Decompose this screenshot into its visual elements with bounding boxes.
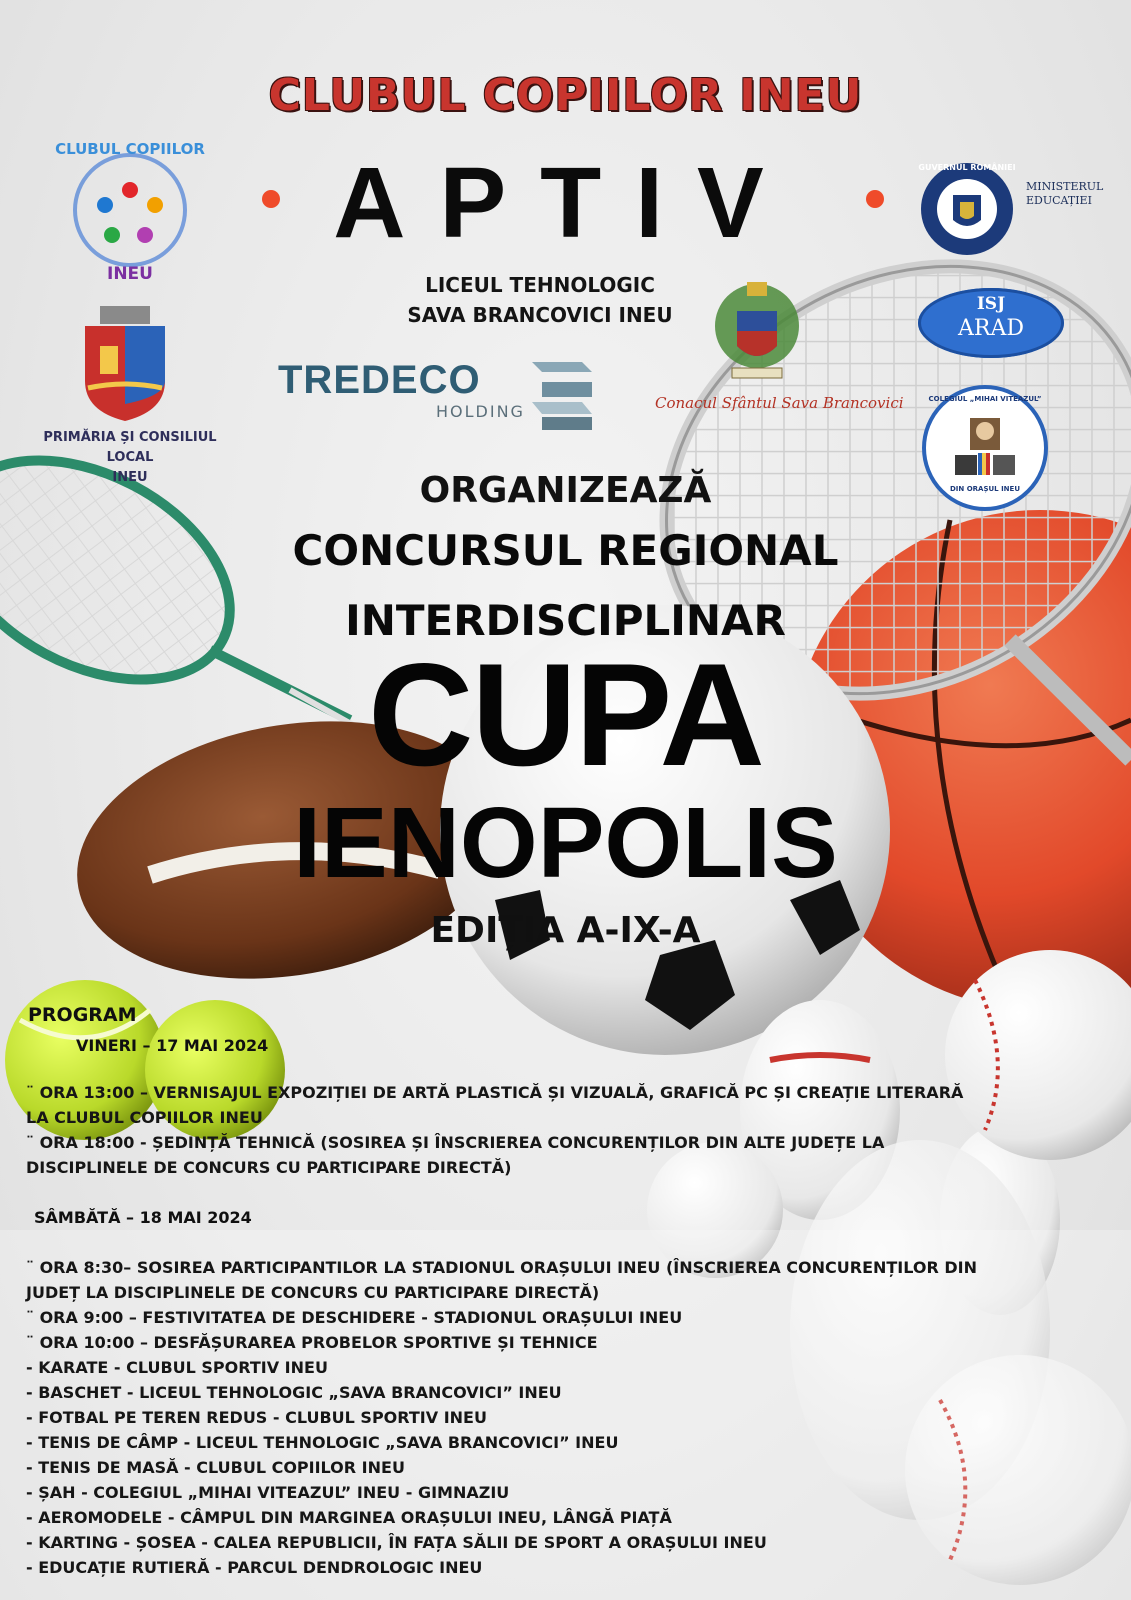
schedule-line: DISCIPLINELE DE CONCURS CU PARTICIPARE DIRECTĂ): [26, 1158, 512, 1177]
schedule-line: - TENIS DE CÂMP - LICEUL TEHNOLOGIC „SAVA BRANCOVICI” INEU: [26, 1433, 619, 1452]
organizer-title: CLUBUL COPIILOR INEU: [268, 70, 863, 121]
guvern-seal-icon: [918, 160, 1016, 258]
coat-of-arms-icon: [80, 306, 170, 424]
primaria-coat-of-arms: [80, 306, 170, 424]
schedule-line: - KARATE - CLUBUL SPORTIV INEU: [26, 1358, 328, 1377]
day2-schedule: [26, 1255, 1116, 1580]
schedule-line: ¨ ORA 10:00 – DESFĂȘURAREA PROBELOR SPORTIVE ȘI TEHNICE: [26, 1333, 598, 1352]
guvern-ring-text: GUVERNUL ROMÂNIEI: [918, 163, 1016, 172]
headline-concurs-regional: CONCURSUL REGIONAL: [292, 526, 839, 575]
schedule-line: - ȘAH - COLEGIUL „MIHAI VITEAZUL” INEU - GIMNAZIU: [26, 1483, 510, 1502]
school-name: [330, 270, 750, 330]
tredeco-logo: TREDECO: [278, 358, 481, 402]
tredeco-cube-icon: [522, 352, 602, 432]
headline-organizeaza: ORGANIZEAZĂ: [419, 470, 712, 511]
tredeco-sub: HOLDING: [436, 402, 525, 421]
club-logo-bottom: INEU: [107, 264, 153, 284]
ministry-caption: [1026, 180, 1103, 208]
day1-label: VINERI – 17 MAI 2024: [76, 1036, 269, 1055]
headline-editia: EDIȚIA A-IX-A: [430, 910, 701, 951]
schedule-line: JUDEȚ LA DISCIPLINELE DE CONCURS CU PARTICIPARE DIRECTĂ): [26, 1283, 600, 1302]
schedule-line: ¨ ORA 9:00 – FESTIVITATEA DE DESCHIDERE - STADIONUL ORAȘULUI INEU: [26, 1308, 683, 1327]
schedule-line: ¨ ORA 8:30– SOSIREA PARTICIPANTILOR LA STADIONUL ORAȘULUI INEU (ÎNSCRIEREA CONCURENȚILOR DIN: [26, 1258, 977, 1277]
club-logo-top: CLUBUL COPIILOR: [55, 140, 205, 158]
ministry-line-1: MINISTERUL: [1026, 180, 1104, 193]
headline-cupa: CUPA: [368, 633, 763, 796]
club-copiilor-logo: [50, 130, 210, 290]
guvern-seal: [918, 160, 1016, 258]
conacul-caption: Conacul Sfântul Sava Brancovici: [655, 394, 904, 412]
isj-arad-logo: [918, 288, 1064, 358]
sponsor-aptiv: APTIV: [333, 147, 798, 259]
program-label: PROGRAM: [28, 1004, 137, 1026]
school-line-1: LICEUL TEHNOLOGIC: [425, 273, 655, 297]
isj-line-1: ISJ: [976, 294, 1006, 314]
schedule-line: - TENIS DE MASĂ - CLUBUL COPIILOR INEU: [26, 1458, 405, 1477]
primaria-line-1: PRIMĂRIA ȘI CONSILIUL LOCAL: [43, 430, 217, 465]
headline-interdisciplinar: INTERDISCIPLINAR: [345, 596, 786, 645]
schedule-line: ¨ ORA 13:00 – VERNISAJUL EXPOZIȚIEI DE ARTĂ PLASTICĂ ȘI VIZUALĂ, GRAFICĂ PC ȘI CREAȚIE LITERARĂ: [26, 1083, 964, 1102]
conacul-crest: [712, 276, 802, 386]
schedule-line: - BASCHET - LICEUL TEHNOLOGIC „SAVA BRANCOVICI” INEU: [26, 1383, 562, 1402]
crest-icon: [712, 276, 802, 386]
schedule-line: ¨ ORA 18:00 - ȘEDINȚĂ TEHNICĂ (SOSIREA ȘI ÎNSCRIEREA CONCURENȚILOR DIN ALTE JUDEȚE LA: [26, 1133, 885, 1152]
schedule-line: - FOTBAL PE TEREN REDUS - CLUBUL SPORTIV INEU: [26, 1408, 487, 1427]
day1-schedule: [26, 1080, 1116, 1180]
ministry-line-2: EDUCAȚIEI: [1026, 194, 1092, 207]
school-line-2: SAVA BRANCOVICI INEU: [407, 303, 673, 327]
dot-right-icon: [866, 190, 884, 208]
colegiu-ring-top: COLEGIUL „MIHAI VITEAZUL”: [928, 395, 1042, 403]
schedule-line: LA CLUBUL COPIILOR INEU: [26, 1108, 263, 1127]
schedule-line: - EDUCAȚIE RUTIERĂ - PARCUL DENDROLOGIC INEU: [26, 1558, 483, 1577]
day2-label: SÂMBĂTĂ – 18 MAI 2024: [34, 1208, 252, 1227]
primaria-line-2: INEU: [112, 470, 148, 485]
headline-ienopolis: IENOPOLIS: [293, 787, 838, 899]
colegiu-ring-bottom: DIN ORAȘUL INEU: [949, 485, 1021, 493]
schedule-line: - AEROMODELE - CÂMPUL DIN MARGINEA ORAȘULUI INEU, LÂNGĂ PIAȚĂ: [26, 1508, 672, 1527]
schedule-line: - KARTING - ȘOSEA - CALEA REPUBLICII, ÎN FAȚA SĂLII DE SPORT A ORAȘULUI INEU: [26, 1533, 767, 1552]
isj-line-2: ARAD: [958, 316, 1024, 341]
